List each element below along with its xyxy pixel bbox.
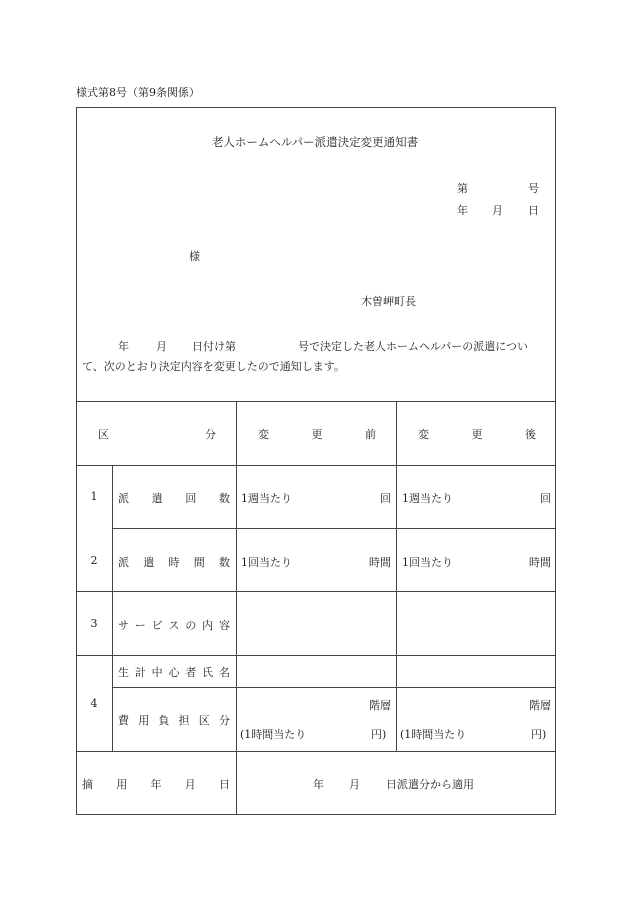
body-paragraph [84, 337, 552, 377]
row-4-after-yen: 円) [531, 728, 547, 741]
row-3-label [118, 617, 230, 633]
col-rule-number [112, 465, 113, 751]
row-4b-char-2: 用 [138, 714, 150, 727]
row-2-after-prefix: 1回当たり [402, 556, 453, 569]
header-category-b: 分 [205, 428, 216, 441]
number-prefix: 第 [457, 182, 468, 195]
row-4-number: 4 [90, 697, 98, 710]
row-4a-char-5: 者 [185, 666, 197, 679]
header-after-3: 後 [525, 428, 536, 441]
row-1-label-3: 回 [185, 492, 197, 505]
row-2-before-unit: 時間 [369, 556, 391, 569]
issuer: 木曽岬町長 [361, 295, 416, 308]
footer-effective: 日派遣分から適用 [386, 778, 474, 791]
body-year: 年 [118, 340, 129, 353]
row-2-label-2: 遣 [143, 556, 155, 569]
row-4-after-tier: 階層 [529, 699, 551, 712]
row-rule-2 [112, 528, 556, 529]
row-4b-char-4: 担 [178, 714, 190, 727]
body-line-2: て、次のとおり決定内容を変更したので通知します。 [82, 360, 345, 373]
row-4a-char-1: 生 [118, 666, 129, 679]
table-top-rule [76, 401, 556, 402]
header-category [98, 426, 216, 442]
row-4-label-a [118, 664, 230, 680]
row-4b-char-1: 費 [118, 714, 129, 727]
row-2-label-4: 間 [193, 556, 205, 569]
row-4a-char-3: 中 [151, 666, 163, 679]
row-4-before-note: (1時間当たり [240, 728, 307, 741]
header-after-2: 更 [471, 428, 483, 441]
footer-char-2: 用 [116, 778, 128, 791]
row-4-before-tier: 階層 [369, 699, 391, 712]
row-4b-char-3: 負 [158, 714, 170, 727]
footer-month: 月 [349, 778, 360, 791]
row-2-before-prefix: 1回当たり [241, 556, 292, 569]
row-4a-char-7: 名 [218, 666, 230, 679]
row-3-label-1: サ [118, 619, 129, 632]
header-after [418, 426, 536, 442]
row-rule-1 [76, 465, 556, 466]
row-4-after-note: (1時間当たり [400, 728, 467, 741]
row-1-label-2: 遣 [151, 492, 163, 505]
footer-char-1: 摘 [82, 778, 93, 791]
row-4b-char-6: 分 [218, 714, 230, 727]
row-3-number: 3 [90, 617, 98, 630]
header-before [258, 426, 376, 442]
row-rule-3 [76, 591, 556, 592]
row-1-after-unit: 回 [540, 492, 551, 505]
header-after-1: 変 [418, 428, 429, 441]
row-3-label-5: の [185, 619, 197, 632]
body-month: 月 [156, 340, 167, 353]
row-3-label-3: ビ [151, 619, 163, 632]
number-suffix: 号 [528, 182, 539, 195]
header-before-1: 変 [258, 428, 269, 441]
row-4-label-b [118, 712, 230, 728]
row-1-label-1: 派 [118, 492, 129, 505]
footer-char-5: 日 [219, 778, 230, 791]
row-2-label-1: 派 [118, 556, 129, 569]
footer-char-4: 月 [184, 778, 196, 791]
row-2-after-unit: 時間 [529, 556, 551, 569]
row-2-label-3: 時 [168, 556, 180, 569]
addressee-suffix: 様 [189, 250, 200, 263]
col-rule-before [236, 401, 237, 815]
footer-rule [76, 751, 556, 752]
row-3-label-2: ー [134, 619, 146, 632]
row-4-before-yen: 円) [371, 728, 387, 741]
row-3-label-4: ス [168, 619, 180, 632]
header-before-2: 更 [311, 428, 323, 441]
footer-label [82, 776, 230, 792]
row-rule-4 [76, 655, 556, 656]
row-1-after-prefix: 1週当たり [402, 492, 453, 505]
date-day: 日 [528, 204, 539, 217]
body-continuation: 号で決定した老人ホームヘルパーの派遣につい [298, 340, 529, 353]
row-4a-char-2: 計 [134, 666, 146, 679]
row-3-label-7: 容 [218, 619, 230, 632]
header-before-3: 前 [365, 428, 376, 441]
footer-year: 年 [313, 778, 324, 791]
body-dated-number: 日付け第 [192, 340, 236, 353]
row-2-number: 2 [90, 554, 98, 567]
col-rule-after [396, 401, 397, 751]
row-1-before-prefix: 1週当たり [241, 492, 292, 505]
row-4b-char-5: 区 [198, 714, 210, 727]
row-1-label [118, 490, 230, 506]
row-4a-char-4: 心 [168, 666, 180, 679]
row-1-before-unit: 回 [380, 492, 391, 505]
date-month: 月 [492, 204, 503, 217]
document-title: 老人ホームヘルパー派遣決定変更通知書 [211, 135, 419, 149]
row-2-label-5: 数 [219, 556, 230, 569]
row-2-label [118, 554, 230, 570]
form-frame [76, 107, 556, 815]
row-3-label-6: 内 [202, 619, 214, 632]
row-rule-4-split [112, 687, 556, 688]
form-number: 様式第8号（第9条関係） [76, 86, 200, 99]
header-category-a: 区 [98, 428, 109, 441]
row-1-label-4: 数 [218, 492, 230, 505]
date-year: 年 [457, 204, 468, 217]
footer-char-3: 年 [150, 778, 162, 791]
row-4a-char-6: 氏 [202, 666, 214, 679]
row-1-number: 1 [90, 490, 98, 503]
